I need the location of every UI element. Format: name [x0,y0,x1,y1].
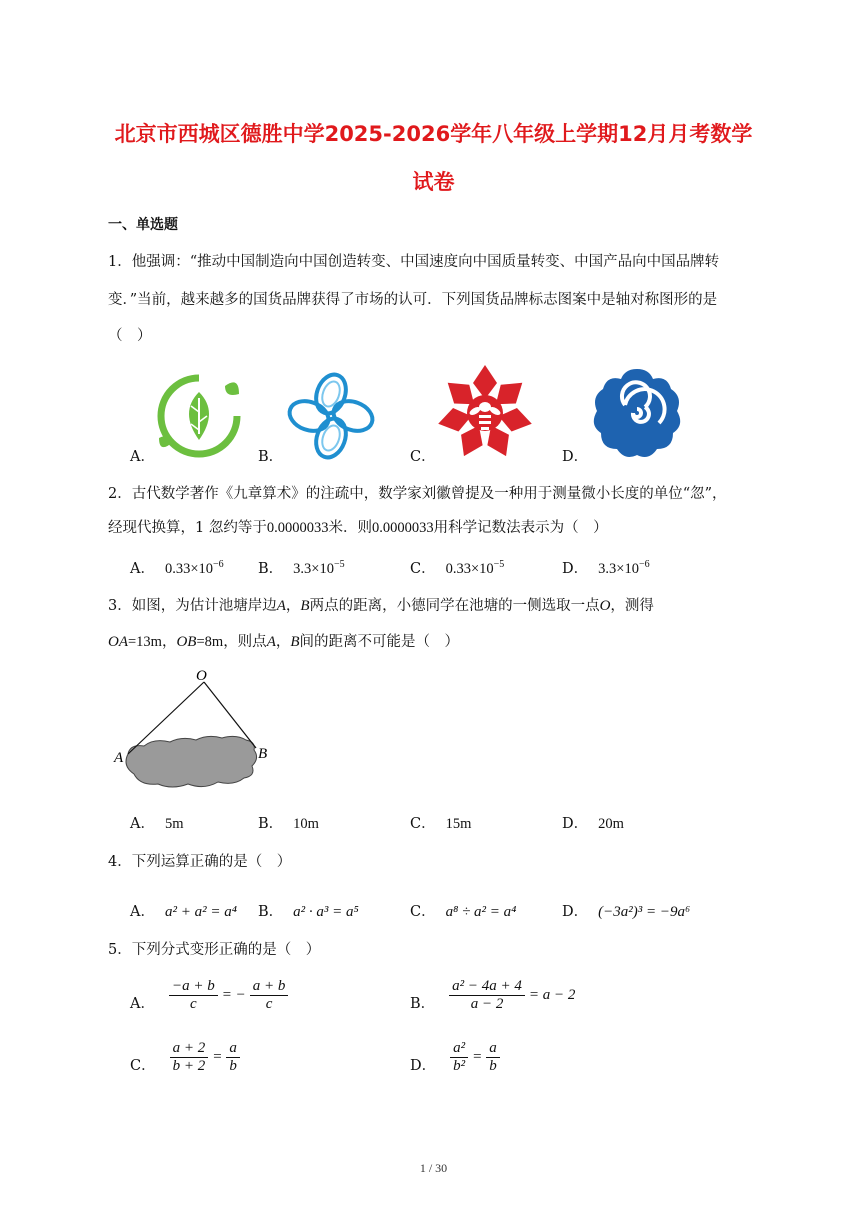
q2-option-d[interactable]: D． $3.3\times 10^{-6}$ [562,559,650,577]
blue-knot-logo [283,368,379,464]
q3-option-d[interactable]: D． 20m [562,816,624,832]
point-o-label: O [196,668,207,684]
q5-option-b[interactable]: B． $\frac{\text{a² − 4a + 4}}{a - 2}$ = a − 2 [410,978,576,1012]
page-title-line2: 试卷 [412,170,455,194]
q2-line1: 2．古代数学著作《九章算术》的注疏中，数学家刘徽曾提及一种用于测量微小长度的单位“忽”， [108,486,727,502]
point-b-label: B [258,746,268,762]
page-title: 北京市西城区德胜中学2025-2026学年八年级上学期12月月考数学 [114,122,753,146]
q1-line2: 变．”当前，越来越多的国货品牌获得了市场的认可．下列国货品牌标志图案中是轴对称图形的是 [108,292,718,308]
q2-option-b[interactable]: B． $3.3\times 10^{-5}$ [258,559,345,577]
pond-figure [110,666,280,802]
blue-swirl-logo [589,365,685,461]
q5-stem: 5．下列分式变形正确的是（ ） [108,942,321,958]
q2-option-a[interactable]: A． $0.33\times 10^{-6}$ [130,559,224,577]
leaf-ring-logo [155,372,243,460]
section-heading: 一、单选题 [108,217,178,233]
q5-option-d[interactable]: D． $\frac{\text{a²}}{\text{b²}}$ = $\frac{a}{b}$ [410,1040,500,1075]
q1-option-a[interactable]: A． [130,449,155,465]
q2-line2: 经现代换算，1 忽约等于0.0000033米．则0.0000033用科学记数法表示为（ ） [108,520,608,536]
q1-option-d[interactable]: D． [562,449,589,465]
q5-option-a[interactable]: A． $\frac{-a + b}{c}$ = − $\frac{a + b}{c}$ [130,978,288,1013]
q3-option-c[interactable]: C． 15m [410,816,472,832]
q3-option-b[interactable]: B． 10m [258,816,319,832]
q2-option-c[interactable]: C． $0.33\times 10^{-5}$ [410,559,505,577]
red-flower-bee-logo [437,365,533,461]
page-number: 1 / 30 [419,1161,448,1175]
q4-option-c[interactable]: C． a⁸ ÷ a² = a⁴ [410,904,517,920]
q4-stem: 4．下列运算正确的是（ ） [108,854,292,870]
q3-option-a[interactable]: A． 5m [130,816,184,832]
q3-line1: 3．如图，为估计池塘岸边A，B两点的距离，小德同学在池塘的一侧选取一点O，测得 [108,598,654,614]
q3-line2: OA=13m，OB=8m，则点A，B间的距离不可能是（ ） [108,634,460,650]
point-a-label: A [114,750,124,766]
q1-line1: 1．他强调：“推动中国制造向中国创造转变、中国速度向中国质量转变、中国产品向中国品牌转 [108,254,720,270]
q1-option-c[interactable]: C． [410,449,436,465]
q4-option-b[interactable]: B． a² · a³ = a⁵ [258,904,359,920]
q4-option-d[interactable]: D． (−3a²)³ = −9a⁶ [562,904,691,920]
q5-option-c[interactable]: C． $\frac{a + 2}{b + 2}$ = $\frac{a}{b}$ [130,1040,240,1075]
q4-option-a[interactable]: A． a² + a² = a⁴ [130,904,237,920]
q1-line3: （ ） [108,328,152,344]
q1-option-b[interactable]: B． [258,449,284,465]
